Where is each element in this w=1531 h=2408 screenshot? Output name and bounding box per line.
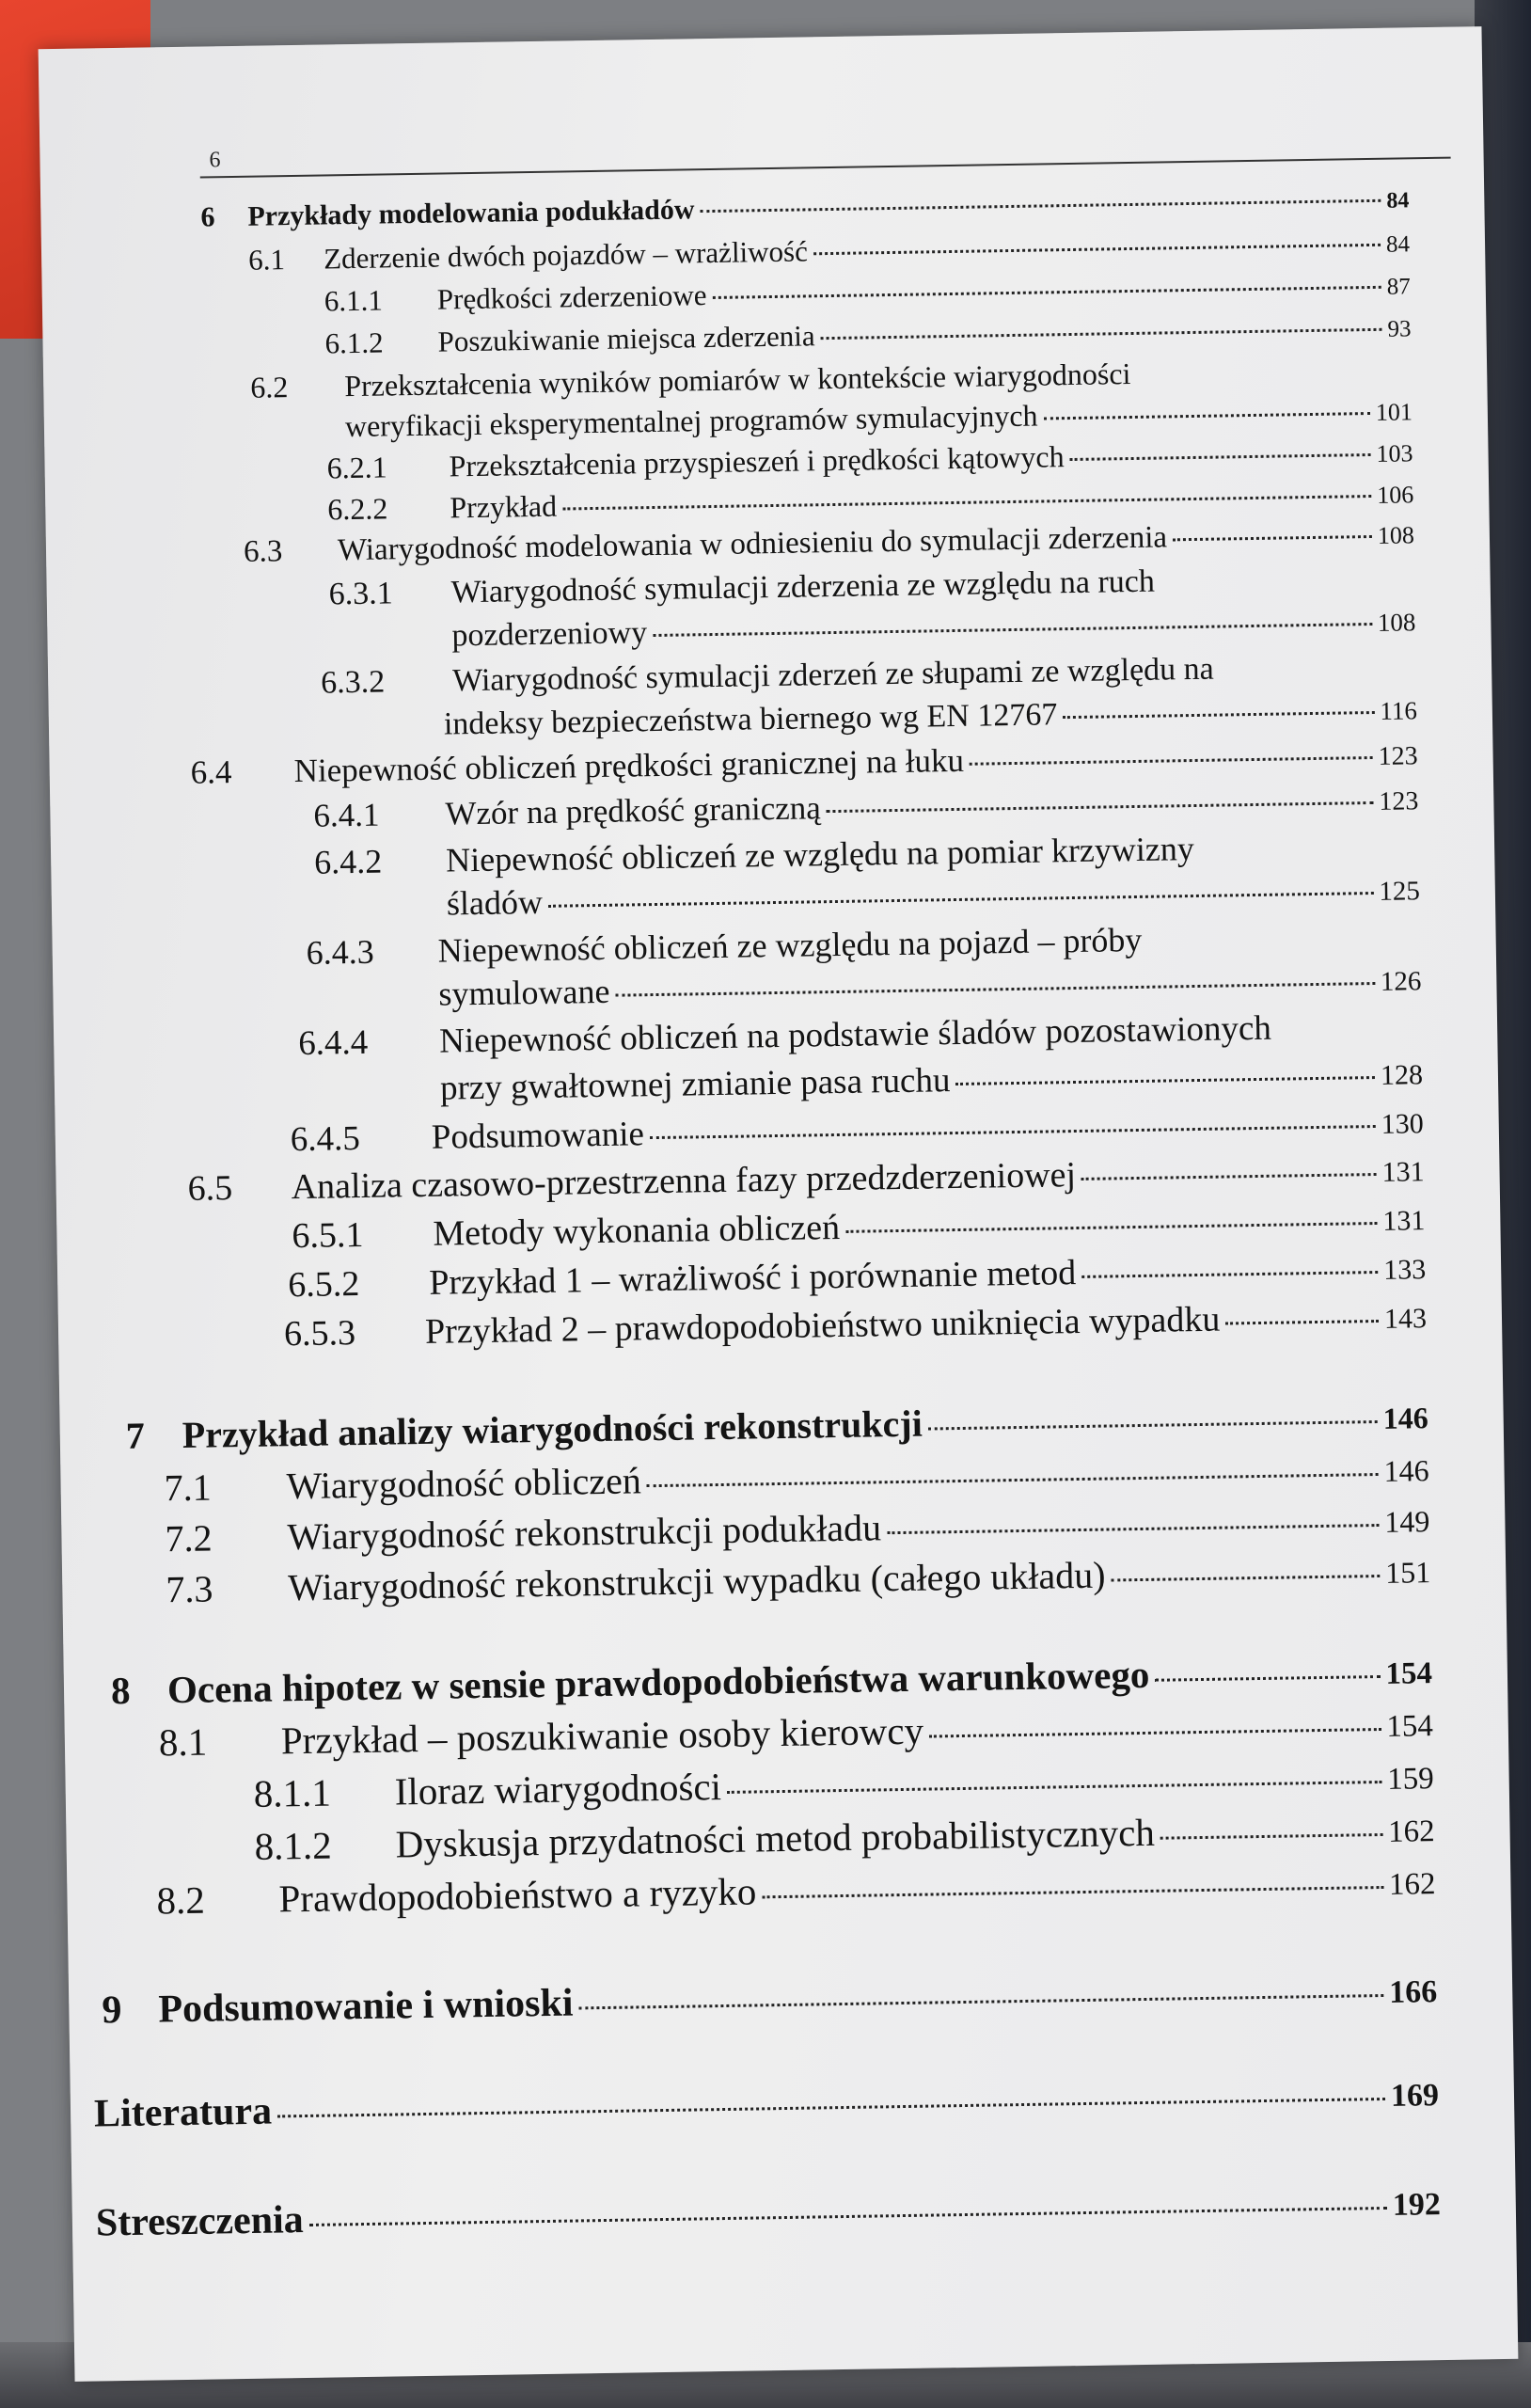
toc-entry-page: 159: [1386, 1762, 1434, 1797]
toc-leader-dots: [615, 982, 1374, 997]
toc-entry-page: 128: [1380, 1059, 1424, 1091]
toc-entry-title: Metody wykonania obliczeń: [433, 1207, 841, 1254]
toc-entry-number: 6.2.2: [327, 491, 388, 527]
toc-entry-title: Iloraz wiarygodności: [394, 1765, 722, 1814]
toc-entry-page: 116: [1380, 696, 1418, 725]
toc-entry-number: 9: [102, 1988, 122, 2033]
toc-entry-number: 7.1: [164, 1465, 213, 1510]
toc-entry-page: 106: [1377, 481, 1414, 509]
toc-entry-page: 149: [1384, 1504, 1430, 1539]
toc-entry-page: 131: [1382, 1205, 1426, 1237]
toc-entry-number: 7: [125, 1414, 146, 1457]
toc-entry: [440, 1053, 1424, 1108]
toc-entry-title: symulowane: [438, 972, 610, 1013]
toc-entry-page: 131: [1381, 1156, 1425, 1188]
toc-entry-title: Niepewność obliczeń na podstawie śladów pozostawionych: [438, 1008, 1272, 1061]
toc-entry-number: 6.5.1: [292, 1214, 364, 1257]
toc-entry: [444, 691, 1417, 742]
toc-entry: [313, 780, 1418, 834]
toc-entry-number: 6.3: [243, 534, 283, 569]
toc-entry-title: Prawdopodobieństwo a ryzyko: [278, 1869, 757, 1921]
toc-leader-dots: [887, 1524, 1379, 1534]
toc-leader-dots: [653, 623, 1372, 637]
toc-entry-number: 6.3.1: [328, 576, 394, 612]
toc-entry-page: 154: [1386, 1709, 1434, 1744]
toc-leader-dots: [928, 1420, 1378, 1431]
toc-entry-title: Przekształcenia przyspieszeń i prędkości kątowych: [449, 439, 1065, 483]
toc-entry-page: 108: [1377, 608, 1416, 637]
toc-entry-number: 8.1.2: [254, 1823, 333, 1868]
toc-entry-page: 154: [1385, 1656, 1433, 1691]
toc-entry-page: 169: [1390, 2078, 1440, 2114]
toc-leader-dots: [821, 328, 1382, 340]
toc-entry: [156, 1858, 1436, 1923]
toc-leader-dots: [845, 1222, 1377, 1233]
toc-entry-number: 6: [200, 201, 215, 233]
toc-entry-title: Przykład 1 – wrażliwość i porównanie metod: [428, 1253, 1077, 1303]
toc-entry: [96, 2179, 1442, 2245]
toc-entry-page: 130: [1381, 1108, 1425, 1140]
toc-entry-number: 8: [110, 1668, 131, 1713]
toc-entry-title: Przykład 2 – prawdopodobieństwo uniknięcia wypadku: [424, 1299, 1221, 1352]
toc-entry-title: Niepewność obliczeń ze względu na pomiar krzywizny: [445, 830, 1195, 879]
toc-entry-title: śladów: [446, 882, 544, 923]
toc-entry-number: 6.2: [250, 370, 289, 404]
toc-entry-title: Prędkości zderzeniowe: [436, 278, 707, 316]
toc-entry-page: 151: [1384, 1555, 1431, 1590]
toc-entry-number: 6.5.2: [287, 1264, 360, 1306]
toc-entry-page: 93: [1387, 316, 1412, 342]
toc-entry-page: 192: [1392, 2187, 1442, 2223]
toc-entry-title: weryfikacji eksperymentalnej programów symulacyjnych: [344, 398, 1038, 444]
toc-entry-title: Analiza czasowo-przestrzenna fazy przedzderzeniowej: [291, 1155, 1077, 1208]
toc-entry-number: 6.1.2: [324, 325, 384, 360]
toc-entry-page: 166: [1388, 1974, 1438, 2010]
toc-entry: [324, 267, 1411, 318]
toc-entry-title: Wiarygodność rekonstrukcji podukładu: [287, 1506, 882, 1559]
toc-entry-number: 6.5: [187, 1168, 233, 1209]
toc-entry-page: 146: [1382, 1401, 1428, 1435]
toc-entry-title: Wiarygodność modelowania w odniesieniu do symulacji zderzenia: [337, 520, 1168, 568]
toc-entry-title: Zderzenie dwóch pojazdów – wrażliwość: [323, 234, 809, 276]
toc-leader-dots: [1225, 1320, 1379, 1325]
toc-entry-title: Dyskusja przydatności metod probabilistycznych: [395, 1810, 1156, 1866]
toc-leader-dots: [955, 1076, 1375, 1085]
toc-entry-number: 8.1.1: [253, 1770, 332, 1815]
toc-leader-dots: [1063, 711, 1374, 719]
toc-leader-dots: [1160, 1833, 1382, 1840]
toc-entry-number: 6.4.2: [313, 842, 383, 881]
toc-entry-title: Wiarygodność symulacji zderzenia ze względu na ruch: [450, 563, 1156, 610]
toc-entry-page: 87: [1386, 274, 1411, 300]
toc-entry-number: 8.2: [156, 1877, 206, 1923]
toc-entry-page: 101: [1375, 398, 1413, 426]
toc-entry-title: Wiarygodność symulacji zderzeń ze słupami ze względu na: [451, 651, 1215, 699]
toc-entry-page: 143: [1383, 1303, 1428, 1335]
toc-entry-number: 6.3.2: [320, 664, 386, 701]
toc-entry-title: Przekształcenia wyników pomiarów w kontekście wiarygodności: [343, 356, 1131, 404]
toc-entry: [288, 1246, 1427, 1306]
toc-entry-number: 8.1: [158, 1719, 208, 1765]
toc-entry-page: 103: [1376, 439, 1413, 467]
toc-entry: [451, 603, 1415, 654]
toc-leader-dots: [727, 1781, 1381, 1794]
toc-entry-page: 162: [1387, 1814, 1435, 1849]
toc-entry-title: Podsumowanie i wnioski: [158, 1981, 574, 2032]
toc-entry: [102, 1967, 1438, 2033]
toc-leader-dots: [712, 286, 1381, 299]
toc-entry-title: Wiarygodność obliczeń: [286, 1459, 642, 1508]
toc-entry: [284, 1295, 1428, 1354]
toc-leader-dots: [827, 801, 1374, 813]
toc-entry-title: pozderzeniowy: [451, 615, 648, 654]
toc-leader-dots: [762, 1886, 1383, 1898]
toc-leader-dots: [1173, 535, 1372, 541]
toc-entry: [324, 309, 1411, 360]
toc-entry-page: 133: [1382, 1254, 1427, 1286]
toc-entry-title: Niepewność obliczeń ze względu na pojazd – próby: [437, 920, 1143, 970]
toc-entry-number: 6.4.4: [297, 1022, 369, 1063]
toc-entry-number: 6.4.3: [306, 932, 375, 972]
toc-entry-number: 6.1.1: [324, 283, 384, 318]
toc-entry-number: 6.4.5: [290, 1118, 361, 1160]
toc-entry-title: Niepewność obliczeń prędkości granicznej na łuku: [293, 741, 965, 790]
toc-entry-page: 108: [1377, 521, 1415, 549]
toc-entry-title: Przykład – poszukiwanie osoby kierowcy: [280, 1708, 924, 1763]
toc-leader-dots: [548, 892, 1373, 908]
toc-leader-dots: [1081, 1271, 1378, 1278]
book-page: [39, 26, 1519, 2382]
toc-entry-number: 7.2: [165, 1516, 213, 1560]
toc-entry-title: Ocena hipotez w sensie prawdopodobieństwa warunkowego: [166, 1652, 1150, 1712]
toc-leader-dots: [970, 756, 1373, 766]
toc-leader-dots: [562, 495, 1371, 511]
toc-leader-dots: [309, 2207, 1387, 2226]
toc-entry-title: Wiarygodność rekonstrukcji wypadku (całego układu): [287, 1553, 1106, 1609]
toc-entry: [253, 1752, 1434, 1816]
toc-entry-page: 123: [1378, 741, 1418, 771]
toc-entry: [200, 182, 1409, 233]
toc-entry-number: 6.4: [190, 753, 232, 791]
toc-leader-dots: [1044, 412, 1370, 420]
toc-entry-page: 146: [1383, 1453, 1429, 1488]
toc-leader-dots: [929, 1728, 1381, 1738]
toc-entry-number: 6.2.1: [326, 450, 387, 485]
toc-entry-page: 84: [1385, 231, 1411, 258]
page-number: 6: [209, 148, 221, 173]
toc-leader-dots: [650, 1125, 1376, 1139]
toc-leader-dots: [700, 199, 1381, 213]
toc-entry-title: Literatura: [93, 2089, 273, 2136]
toc-leader-dots: [578, 1994, 1383, 2009]
toc-entry-title: indeksy bezpieczeństwa biernego wg EN 12767: [443, 697, 1058, 742]
toc-entry-number: 6.4.1: [313, 796, 380, 834]
toc-leader-dots: [647, 1473, 1379, 1487]
toc-leader-dots: [813, 244, 1381, 255]
toc-entry-title: Wzór na prędkość graniczną: [445, 789, 822, 832]
toc-entry-title: Przykłady modelowania podukładów: [247, 194, 695, 232]
toc-leader-dots: [1112, 1575, 1381, 1581]
toc-leader-dots: [1070, 453, 1371, 461]
toc-entry-title: Streszczenia: [95, 2198, 305, 2245]
toc-leader-dots: [1155, 1675, 1380, 1682]
toc-entry-page: 125: [1379, 876, 1421, 907]
toc-entry-title: przy gwałtownej zmianie pasa ruchu: [439, 1061, 951, 1108]
toc-entry: [254, 1805, 1435, 1869]
header-rule: [200, 157, 1451, 179]
toc-entry-page: 162: [1388, 1867, 1436, 1902]
toc-entry-title: Podsumowanie: [431, 1115, 645, 1157]
toc-entry-number: 7.3: [166, 1567, 213, 1611]
toc-entry-number: 6.5.3: [283, 1313, 356, 1354]
toc-leader-dots: [277, 2098, 1385, 2118]
toc-leader-dots: [1081, 1173, 1377, 1180]
table-of-contents: [39, 26, 1482, 2245]
toc-entry-title: Przykład analizy wiarygodności rekonstrukcji: [182, 1402, 923, 1456]
toc-entry-title: Przykład: [450, 488, 558, 525]
toc-entry-page: 126: [1380, 966, 1422, 997]
toc-entry-page: 84: [1386, 188, 1410, 214]
toc-entry-title: Poszukiwanie miejsca zderzenia: [437, 319, 815, 358]
toc-entry: [292, 1197, 1426, 1257]
toc-entry-number: 6.1: [247, 243, 286, 277]
toc-entry: [94, 2070, 1440, 2136]
toc-entry-page: 123: [1379, 786, 1419, 816]
